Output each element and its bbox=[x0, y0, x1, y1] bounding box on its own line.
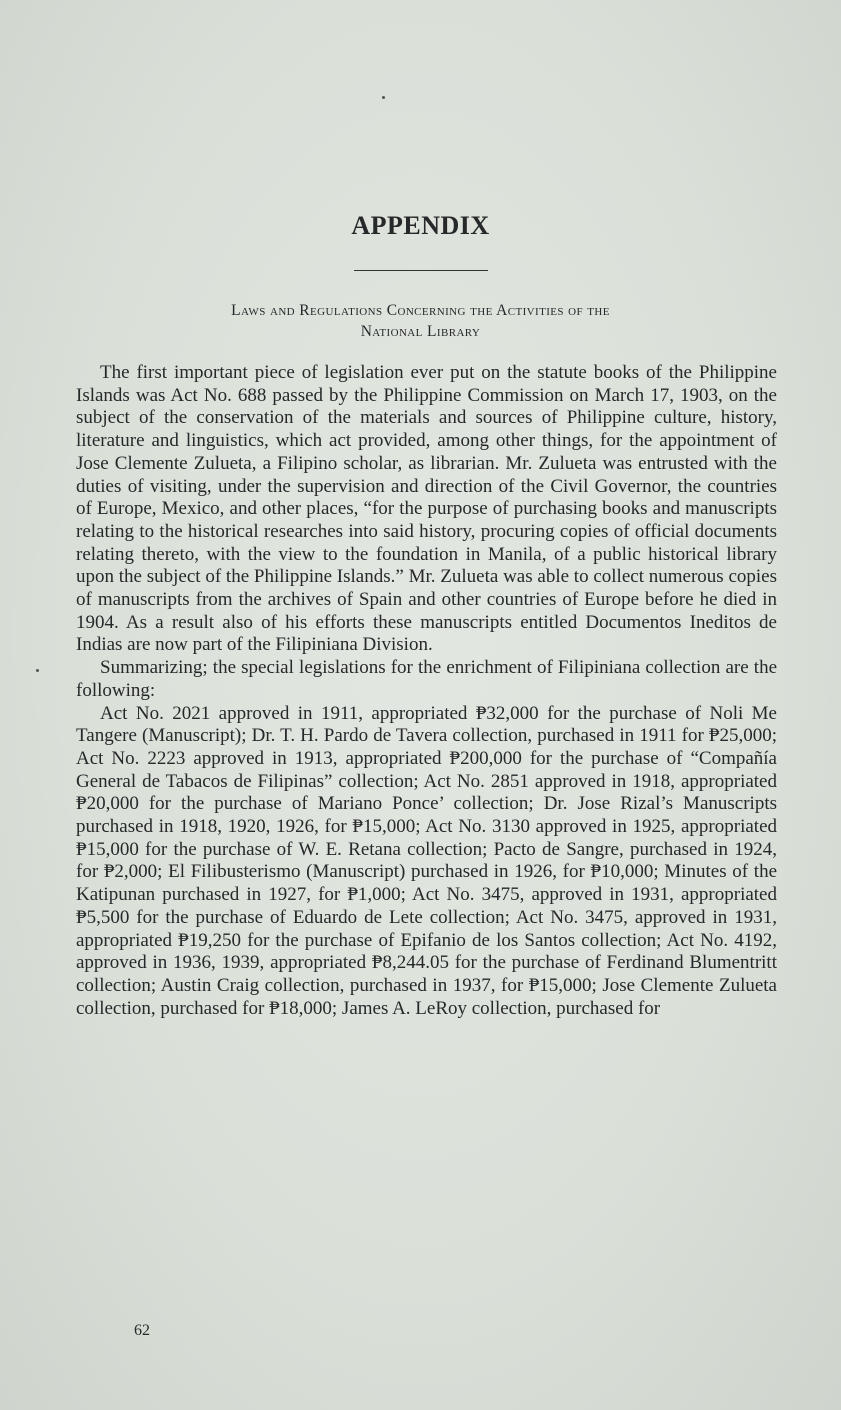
section-heading-line-1: Laws and Regulations Concerning the Activities of the bbox=[231, 302, 610, 319]
paragraph-intro: The first important piece of legislation ever put on the statute books of the Philippine Islands was Act No. 688 passed by the Philippine Commission on March 17, 1903, on the subject of the conservation of the materials and sources of Philippine culture, history, literature and linguistics, which act provided, among other things, for the appointment of Jose Clemente Zulueta, a Filipino scholar, as librarian. Mr. Zulueta was entrusted with the duties of visiting, under the supervision and direction of the Civil Governor, the countries of Europe, Mexico, and other places, “for the purpose of purchasing books and manuscripts relating to the historical researches into said history, procuring copies of official documents relating thereto, with the view to the foundation in Manila, of a public historical library upon the subject of the Philippine Islands.” Mr. Zulueta was able to collect numerous copies of manuscripts from the archives of Spain and other countries of Europe before he died in 1904. As a result also of his efforts these manuscripts entitled Documentos Ineditos de Indias are now part of the Filipiniana Division. bbox=[76, 362, 777, 656]
paragraph-summary: Summarizing; the special legislations for the enrichment of Filipiniana collection are the following: bbox=[76, 657, 777, 701]
section-heading bbox=[81, 300, 761, 342]
paragraph-acquisitions: Act No. 2021 approved in 1911, appropriated ₱32,000 for the purchase of Noli Me Tangere (Manuscript); Dr. T. H. Pardo de Tavera collection, purchased in 1911 for ₱25,000; Act No. 2223 approved in 1913, appropriated ₱200,000 for the purchase of “Compañía General de Tabacos de Filipinas” collection; Act No. 2851 approved in 1918, appropriated ₱20,000 for the purchase of Mariano Ponce’ collection; Dr. Jose Rizal’s Manuscripts purchased in 1918, 1920, 1926, for ₱15,000; Act No. 3130 approved in 1925, appropriated ₱15,000 for the purchase of W. E. Retana collection; Pacto de Sangre, purchased in 1924, for ₱2,000; El Filibusterismo (Manuscript) purchased in 1926, for ₱10,000; Minutes of the Katipunan purchased in 1927, for ₱1,000; Act No. 3475, approved in 1931, appropriated ₱5,500 for the purchase of Eduardo de Lete collection; Act No. 3475, approved in 1931, appropriated ₱19,250 for the purchase of Epifanio de los Santos collection; Act No. 4192, approved in 1936, 1939, appropriated ₱8,244.05 for the purchase of Ferdinand Blumentritt collection; Austin Craig collection, purchased in 1937, for ₱15,000; Jose Clemente Zulueta collection, purchased for ₱18,000; James A. LeRoy collection, purchased for bbox=[76, 702, 777, 1019]
title-divider bbox=[354, 270, 488, 271]
body-text bbox=[76, 362, 777, 1020]
paper-speck bbox=[36, 669, 39, 672]
paper-speck bbox=[382, 96, 385, 99]
page-title: APPENDIX bbox=[351, 211, 490, 240]
section-heading-line-2: National Library bbox=[360, 323, 481, 340]
page-number: 62 bbox=[134, 1322, 150, 1339]
